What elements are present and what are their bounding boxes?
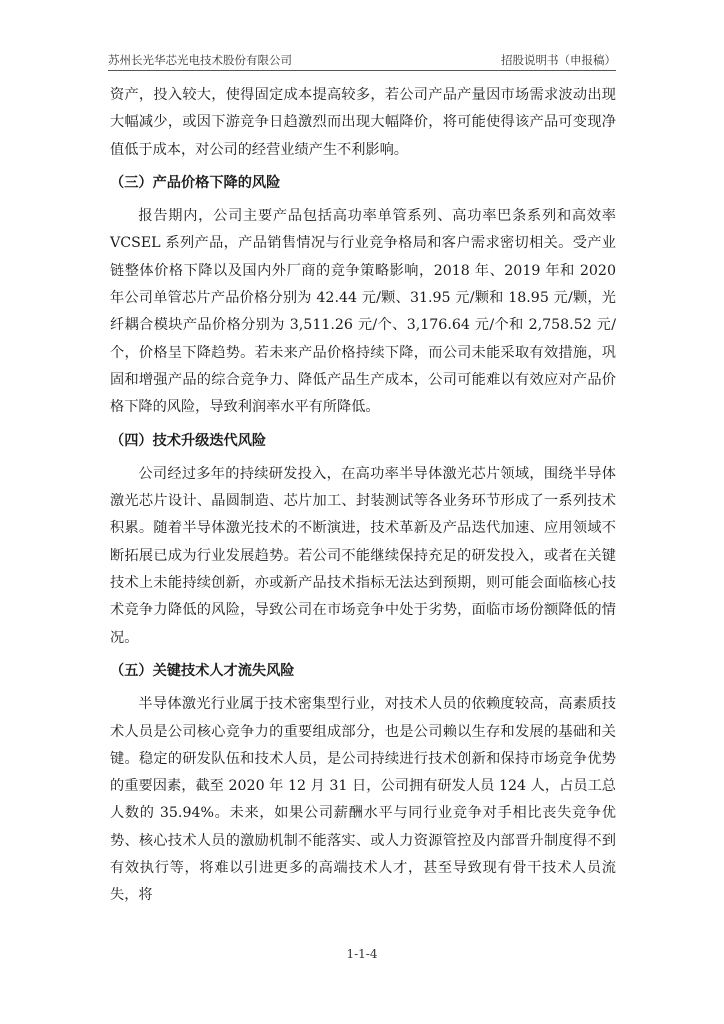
document-body <box>110 82 616 910</box>
section-title-talent-loss-risk: （五）关键技术人才流失风险 <box>110 662 295 679</box>
section-paragraph-price-decline-risk: 报告期内，公司主要产品包括高功率单管系列、高功率巴条系列和高效率VCSEL 系列产品，产品销售情况与行业竞争格局和客户需求密切相关。受产业链整体价格下降以及国内外厂商的竞争策略影响，2018 年、2019 年和 2020 年公司单管芯片产品价格分别为 42.44 元/颗、31.95 元/颗和 18.95 元/颗，光纤耦合模块产品价格分别为 3,511.26 元/个、3,176.64 元/个和 2,758.52 元/个，价格呈下降趋势。若未来产品价格持续下降，而公司未能采取有效措施，巩固和增强产品的综合竞争力、降低产品生产成本，公司可能难以有效应对产品价格下降的风险，导致利润率水平有所降低。 <box>110 208 616 416</box>
section-title-tech-iteration-risk: （四）技术升级迭代风险 <box>110 432 267 449</box>
section-title-price-decline-risk: （三）产品价格下降的风险 <box>110 174 281 191</box>
header-company-name: 苏州长光华芯光电技术股份有限公司 <box>108 53 292 67</box>
header-divider <box>108 70 616 71</box>
page-header <box>108 50 616 70</box>
page-number: 1-1-4 <box>346 947 378 961</box>
section-paragraph-tech-iteration-risk: 公司经过多年的持续研发投入，在高功率半导体激光芯片领域，围绕半导体激光芯片设计、晶圆制造、芯片加工、封装测试等各业务环节形成了一系列技术积累。随着半导体激光技术的不断演进，技术革新及产品迭代加速、应用领域不断拓展已成为行业发展趋势。若公司不能继续保持充足的研发投入，或者在关键技术上未能持续创新，亦或新产品技术指标无法达到预期，则可能会面临核心技术竞争力降低的风险，导致公司在市场竞争中处于劣势，面临市场份额降低的情况。 <box>110 465 616 646</box>
intro-paragraph: 资产，投入较大，使得固定成本提高较多，若公司产品产量因市场需求波动出现大幅减少，或因下游竞争日趋激烈而出现大幅降价，将可能使得该产品可变现净值低于成本，对公司的经营业绩产生不利影响。 <box>110 87 616 158</box>
section-paragraph-talent-loss-risk: 半导体激光行业属于技术密集型行业，对技术人员的依赖度较高，高素质技术人员是公司核心竞争力的重要组成部分，也是公司赖以生存和发展的基础和关键。稳定的研发队伍和技术人员，是公司持续进行技术创新和保持市场竞争优势的重要因素，截至 2020 年 12 月 31 日，公司拥有研发人员 124 人，占员工总人数的 35.94%。未来，如果公司薪酬水平与同行业竞争对手相比丧失竞争优势、核心技术人员的激励机制不能落实、或人力资源管控及内部晋升制度得不到有效执行等，将难以引进更多的高端技术人才，甚至导致现有骨干技术人员流失，将 <box>110 696 616 904</box>
header-document-type: 招股说明书（申报稿） <box>501 53 616 67</box>
